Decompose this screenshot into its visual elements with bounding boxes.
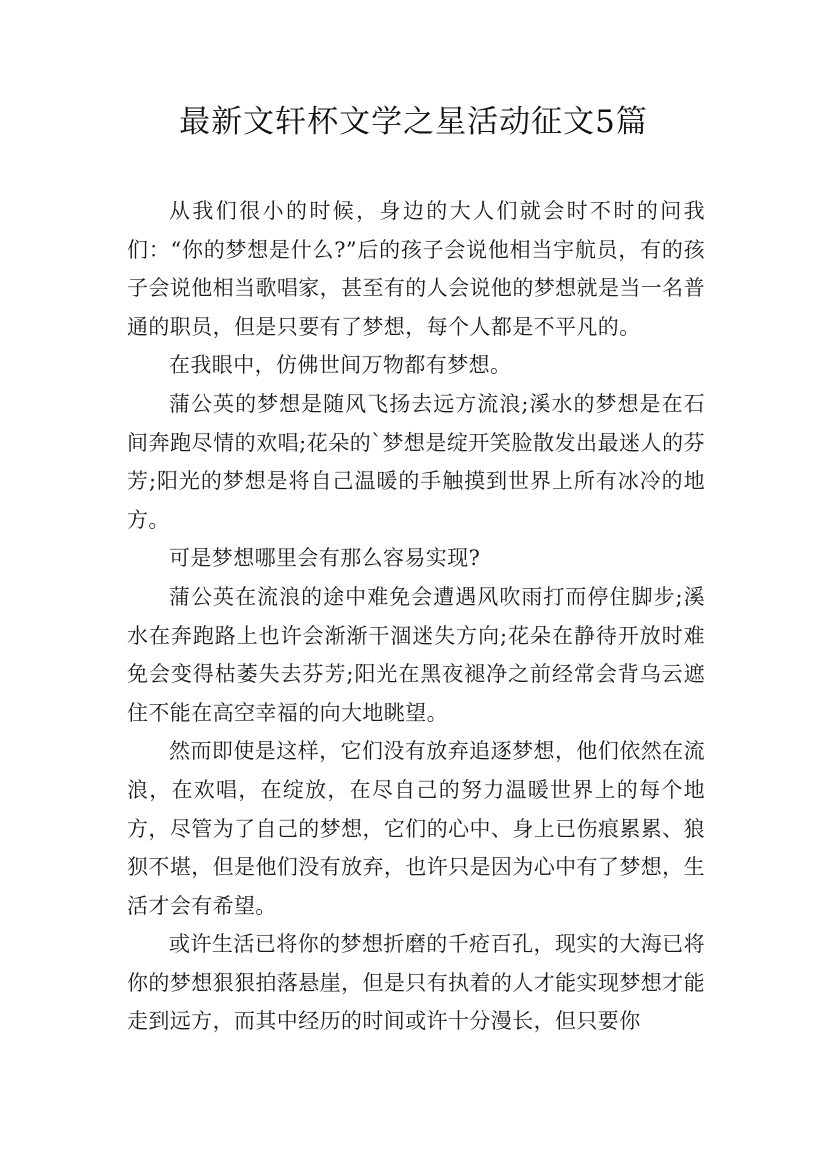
- document-title: 最新文轩杯文学之星活动征文5篇: [179, 104, 648, 140]
- paragraph-3: 蒲公英的梦想是随风飞扬去远方流浪;溪水的梦想是在石间奔跑尽情的欢唱;花朵的`梦想是绽开笑脸散发出最迷人的芬芳;阳光的梦想是将自己温暖的手触摸到世界上所有冰冷的地方。: [127, 391, 705, 532]
- paragraph-1: 从我们很小的时候，身边的大人们就会时不时的问我们：“你的梦想是什么?”后的孩子会说他相当宇航员，有的孩子会说他相当歌唱家，甚至有的人会说他的梦想就是当一名普通的职员，但是只要有了梦想，每个人都是不平凡的。: [127, 199, 705, 339]
- paragraph-6: 然而即使是这样，它们没有放弃追逐梦想，他们依然在流浪，在欢唱，在绽放，在尽自己的努力温暖世界上的每个地方，尽管为了自己的梦想，它们的心中、身上已伤痕累累、狼狈不堪，但是他们没有放弃，也许只是因为心中有了梦想，生活才会有希望。: [127, 739, 705, 918]
- paragraph-2: 在我眼中，仿佛世间万物都有梦想。: [169, 353, 512, 378]
- document-body: [127, 192, 705, 1041]
- paragraph-4: 可是梦想哪里会有那么容易实现?: [169, 546, 481, 571]
- paragraph-7: 或许生活已将你的梦想折磨的千疮百孔，现实的大海已将你的梦想狠狠拍落悬崖，但是只有执着的人才能实现梦想才能走到远方，而其中经历的时间或许十分漫长，但只要你: [127, 932, 705, 1034]
- paragraph-5: 蒲公英在流浪的途中难免会遭遇风吹雨打而停住脚步;溪水在奔跑路上也许会渐渐干涸迷失方向;花朵在静待开放时难免会变得枯萎失去芬芳;阳光在黑夜褪净之前经常会背乌云遮住不能在高空幸福的向大地眺望。: [127, 584, 705, 725]
